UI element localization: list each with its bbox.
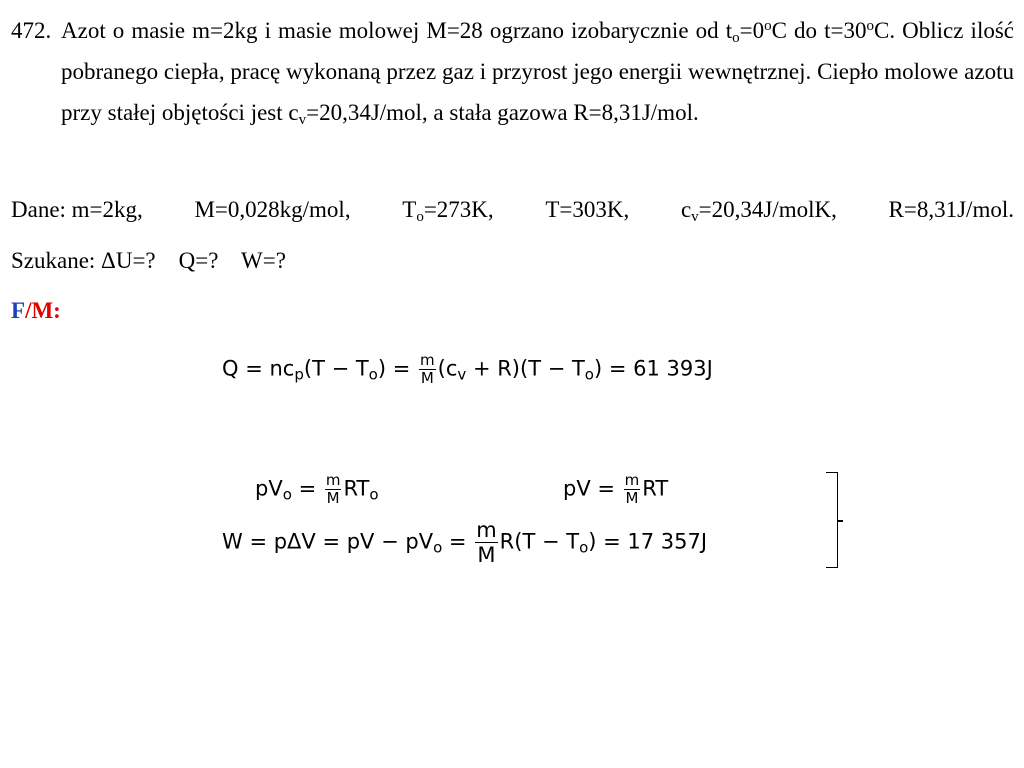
given-cv: $c_v=20,34J$/molK, bbox=[680, 197, 837, 225]
equation-initial-state: $pV_o$ = $\frac{m}{M}$ $RT_o$ bbox=[255, 471, 379, 507]
formula-heading: F/M: bbox=[11, 298, 61, 323]
given-data bbox=[11, 197, 1014, 223]
fraction-m-over-M: $\frac{m}{M}$ bbox=[325, 471, 341, 507]
problem-text: Azot o masie m=2kg i masie molowej M=28 ogrzano izobarycznie od $t_o=0^oC$ do $t=30^oC$. Oblicz ilość pobranego ciepła, pracę wykonaną przez gaz i przyrost jego energii wewnętrznej. Ciepło molowe azotu przy stałej objętości jest $c_v=20,34J$/mol, a stała gazowa R=8,31J/mol. bbox=[61, 18, 1015, 128]
given-molar-mass: M=0,028kg/mol, bbox=[194, 197, 351, 222]
problem-number: 472. bbox=[11, 18, 52, 43]
equation-work: W = pΔV = pV − $pV_o$ = $\frac{m}{M}$ $R(T - T_o) = 17$ 357J bbox=[222, 518, 708, 567]
equation-final-state: pV = $\frac{m}{M}$ RT bbox=[563, 471, 669, 507]
fraction-m-over-M: $\frac{m}{M}$ bbox=[420, 351, 435, 387]
fraction-m-over-M: $\frac{m}{M}$ bbox=[476, 518, 497, 567]
right-brace-tick bbox=[837, 520, 843, 522]
unknowns: Szukane: ΔU=? Q=? W=? bbox=[11, 248, 286, 273]
problem-statement bbox=[11, 10, 1014, 133]
given-label-and-mass: Dane: m=2kg, bbox=[11, 197, 143, 222]
fraction-m-over-M: $\frac{m}{M}$ bbox=[624, 471, 640, 507]
given-final-temp: T=303K, bbox=[545, 197, 630, 222]
equation-heat: $Q = nc_p(T - T_o)$ = $\frac{m}{M}$ $(c_v + R)(T - T_o) = 61$ 393J bbox=[222, 351, 713, 387]
given-initial-temp: $T_o=273K$, bbox=[402, 197, 494, 225]
given-gas-constant: R=8,31J/mol. bbox=[888, 197, 1014, 222]
